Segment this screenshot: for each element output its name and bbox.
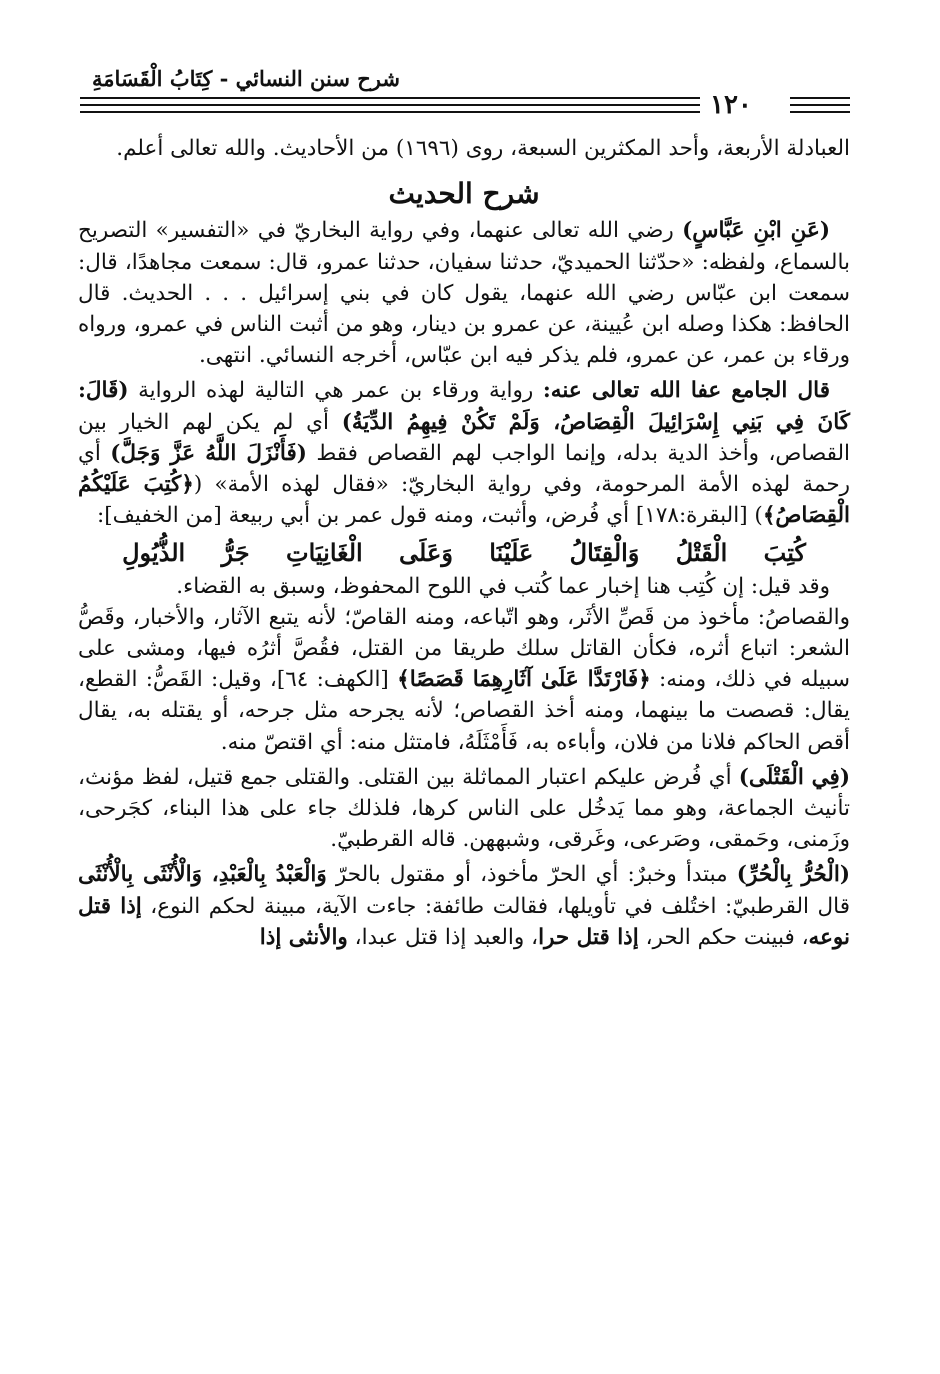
page-number: ١٢٠ xyxy=(710,90,752,120)
header-rule-bottom xyxy=(80,111,700,113)
header-rule-short-top xyxy=(790,97,850,99)
hadith-quote: (قَالَ: كَانَ فِي بَنِي إِسْرَائِيلَ الْقِصَاصُ، وَلَمْ تَكُنْ فِيهِمُ الدِّيَةُ) xyxy=(78,378,850,435)
paragraph-text: والقصاصُ: مأخوذ من قَصِّ الأثَر، وهو اتّباعه، ومنه القاصّ؛ لأنه يتبع الآثار، والأخبار، وقَصُّ الشعر: اتباع أثره، فكأن القاتل سلك طريقا من القتل، فقُصَّ أثرُه فيها، ومشى على سبيله في ذلك، ومنه: xyxy=(78,604,850,693)
paragraph-qisas-definition xyxy=(78,602,850,758)
paragraph-text: ) [البقرة:١٧٨] أي فُرض، وأثبت، ومنه قول عمر بن أبي ربيعة [من الخفيف]: xyxy=(97,503,763,529)
paragraph-text: مبتدأ وخبرٌ: أي الحرّ مأخوذ، أو مقتول بالحرّ xyxy=(326,862,737,888)
page-body xyxy=(78,133,850,953)
paragraph-text: قال القرطبيّ: اختُلف في تأويلها، فقالت طائفة: جاءت الآية، مبينة لحكم النوع، xyxy=(141,893,850,919)
paragraph-text: ، فبينت حكم الحر، xyxy=(638,924,809,950)
header-rule-top xyxy=(80,97,700,99)
section-heading: شرح الحديث xyxy=(388,177,540,211)
bold-phrase: إذا قتل حرا xyxy=(538,924,639,950)
paragraph-jami-commentary xyxy=(78,375,850,531)
paragraph-text: [الكهف: ٦٤]، وقيل: القَصُّ: القطع، يقال: قصصت ما بينهما، ومنه أخذ القصاص؛ لأنه يجرحه مثل جرحه، أو يقتله به، يقال أقص الحاكم فلانا من فلان، وأباءه به، فَأَمْثَلَهُ، فامتثل منه: أي اقتصّ منه. xyxy=(78,667,850,755)
commentary-lead: قال الجامع عفا الله تعالى عنه: xyxy=(542,378,830,404)
paragraph-text: أي فُرض عليكم اعتبار المماثلة بين القتلى. والقتلى جمع قتيل، لفظ مؤنث، تأنيث الجماعة، وهو مما يَدخُل على الناس كرها، فلذلك جاء على هذا البناء، كجَرحى، وزَمنى، وحَمقى، وصَرعى، وغَرقى، وشبههن. قاله القرطبيّ. xyxy=(78,764,850,853)
paragraph-ibn-abbas xyxy=(78,215,850,371)
quran-quote: ﴿كُتِبَ عَلَيْكُمُ الْقِصَاصُ﴾ xyxy=(78,472,850,529)
paragraph-text: أي لم يكن لهم الخيار بين القصاص، وأخذ الدية بدله، وإنما الواجب لهم القصاص فقط xyxy=(78,409,850,466)
bold-phrase: والأنثى إذا xyxy=(259,924,348,950)
paragraph-fil-qatla xyxy=(78,762,850,856)
header-rule-short-middle xyxy=(790,104,850,106)
paragraph-qila: وقد قيل: إن كُتِب هنا إخبار عما كُتب في اللوح المحفوظ، وسبق به القضاء. xyxy=(176,573,830,599)
paragraph-text: رضي الله تعالى عنهما، وفي رواية البخاريّ في «التفسير» التصريح بالسماع، ولفظه: «حدّثنا الحميديّ، حدثنا سفيان، حدثنا عمرو، قال: سمعت مجاهدًا، قال: سمعت ابن عبّاس رضي الله عنهما، يقول كان في بني إسرائيل . . . الحديث. قال الحافظ: هكذا وصله ابن عُيينة، عن عمرو بن دينار، وهو من أثبت الناس في عمرو، ورواه ورقاء بن عمر، عن عمرو، فلم يذكر فيه ابن عبّاس، أخرجه النسائي. انتهى. xyxy=(78,218,851,369)
hadith-quote: (فَأَنْزَلَ اللَّهُ عَزَّ وَجَلَّ) xyxy=(110,440,307,466)
bold-phrase: إذا قتل نوعه xyxy=(78,893,850,950)
header-rule-middle xyxy=(80,104,700,106)
running-header-title: شرح سنن النسائي - كِتَابُ الْقَسَامَةِ xyxy=(92,66,400,91)
paragraph-text: ، والعبد إذا قتل عبدا، xyxy=(347,924,539,950)
intro-paragraph: العبادلة الأربعة، وأحد المكثرين السبعة، روى (١٦٩٦) من الأحاديث. والله تعالى أعلم. xyxy=(116,136,850,161)
poetry-verse xyxy=(78,537,850,568)
verse-second-hemistich: وَعَلَى الْغَانِيَاتِ جَرُّ الذُّيُولِ xyxy=(122,538,453,568)
header-rule-short-bottom xyxy=(790,111,850,113)
hadith-quote: (الْحُرُّ بِالْحُرِّ) xyxy=(736,862,850,888)
verse-first-hemistich: كُتِبَ الْقَتْلُ وَالْقِتَالُ عَلَيْنَا xyxy=(489,538,806,568)
paragraph-al-hurr xyxy=(78,859,850,953)
paragraph-text: أي رحمة لهذه الأمة المرحومة، وفي رواية البخاريّ: «فقال لهذه الأمة» ( xyxy=(78,440,850,498)
hadith-quote: وَالْعَبْدُ بِالْعَبْدِ، وَالْأُنْثَى بِالْأُنْثَى xyxy=(78,862,327,888)
paragraph-text: رواية ورقاء بن عمر هي التالية لهذه الرواية xyxy=(128,378,543,404)
quran-quote: ﴿فَارْتَدَّا عَلَىٰ آثَارِهِمَا قَصَصًا﴾ xyxy=(397,667,651,693)
hadith-quote: (فِي الْقَتْلَى) xyxy=(738,764,850,790)
hadith-quote: (عَنِ ابْنِ عَبَّاسٍ) xyxy=(682,218,830,244)
